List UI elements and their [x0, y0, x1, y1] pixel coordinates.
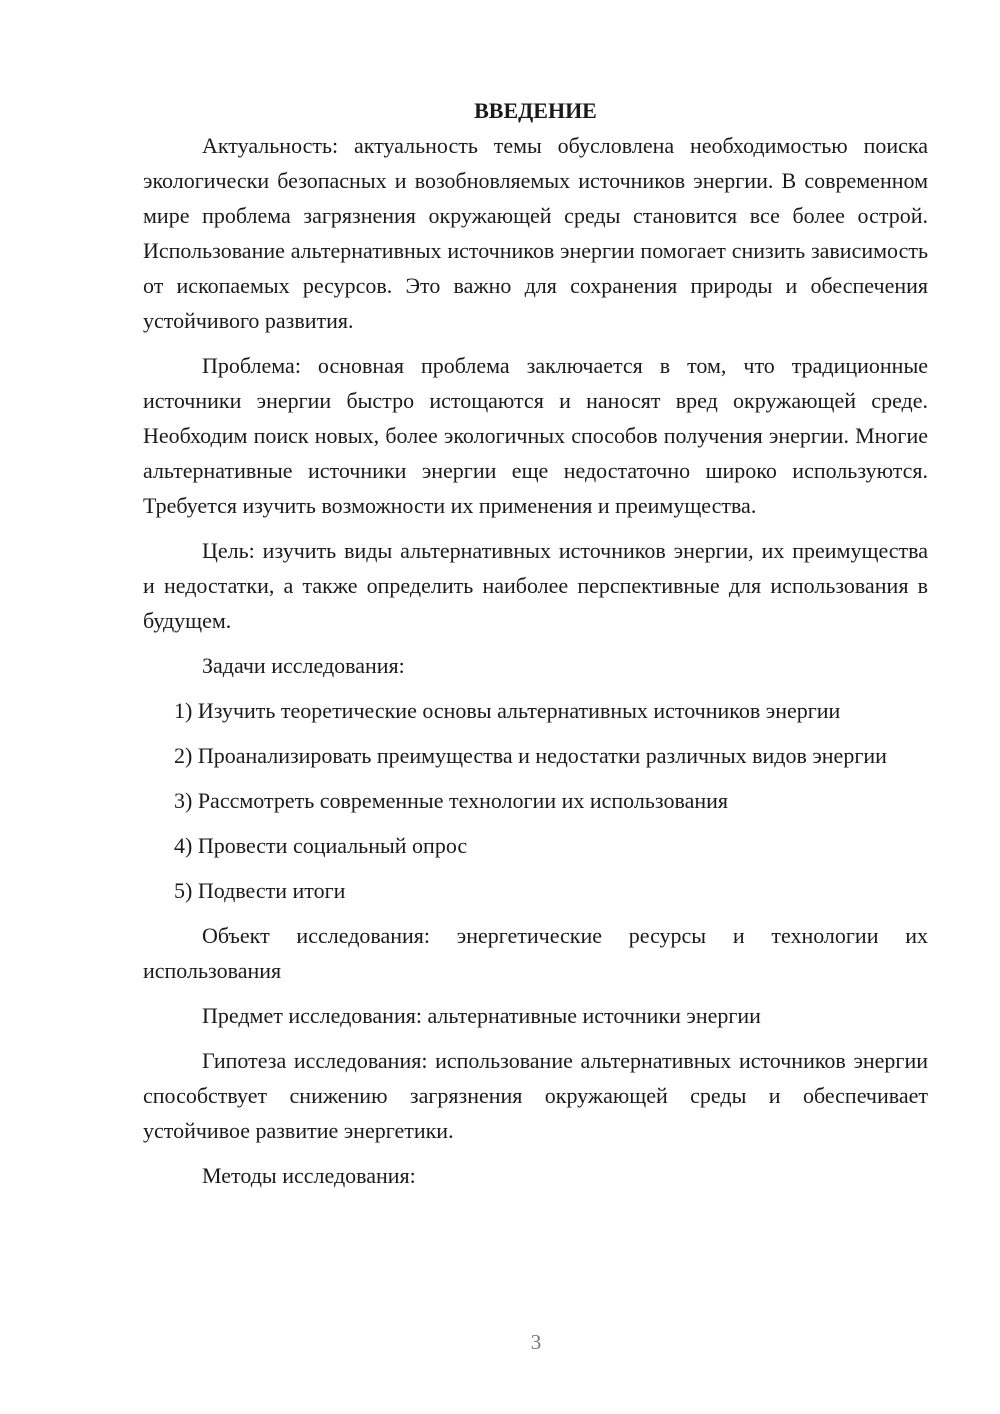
task-item: 5) Подвести итоги [174, 878, 346, 903]
page-content [143, 93, 928, 1193]
task-item: 4) Провести социальный опрос [174, 833, 468, 858]
task-item: 2) Проанализировать преимущества и недостатки различных видов энергии [174, 743, 887, 768]
page-title: ВВЕДЕНИЕ [474, 98, 597, 123]
task-item: 3) Рассмотреть современные технологии их использования [174, 788, 728, 813]
tasks-heading: Задачи исследования: [202, 653, 405, 678]
paragraph-goal: Цель: изучить виды альтернативных источников энергии, их преимущества и недостатки, а также определить наиболее перспективные для использования в будущем. [143, 538, 928, 633]
paragraph-object: Объект исследования: энергетические ресурсы и технологии их использования [143, 923, 928, 983]
paragraph-hypothesis: Гипотеза исследования: использование альтернативных источников энергии способствует снижению загрязнения окружающей среды и обеспечивает устойчивое развитие энергетики. [143, 1048, 928, 1143]
paragraph-problem: Проблема: основная проблема заключается в том, что традиционные источники энергии быстро истощаются и наносят вред окружающей среде. Необходим поиск новых, более экологичных способов получения энергии. Многие альтернативные источники энергии еще недостаточно широко используются. Требуется изучить возможности их применения и преимущества. [143, 353, 928, 518]
paragraph-methods: Методы исследования: [202, 1163, 416, 1188]
paragraph-relevance: Актуальность: актуальность темы обусловлена необходимостью поиска экологически безопасных и возобновляемых источников энергии. В современном мире проблема загрязнения окружающей среды становится все более острой. Использование альтернативных источников энергии помогает снизить зависимость от ископаемых ресурсов. Это важно для сохранения природы и обеспечения устойчивого развития. [143, 133, 928, 333]
page-number: 3 [530, 1330, 542, 1354]
paragraph-subject: Предмет исследования: альтернативные источники энергии [202, 1003, 761, 1028]
task-item: 1) Изучить теоретические основы альтернативных источников энергии [174, 698, 841, 723]
